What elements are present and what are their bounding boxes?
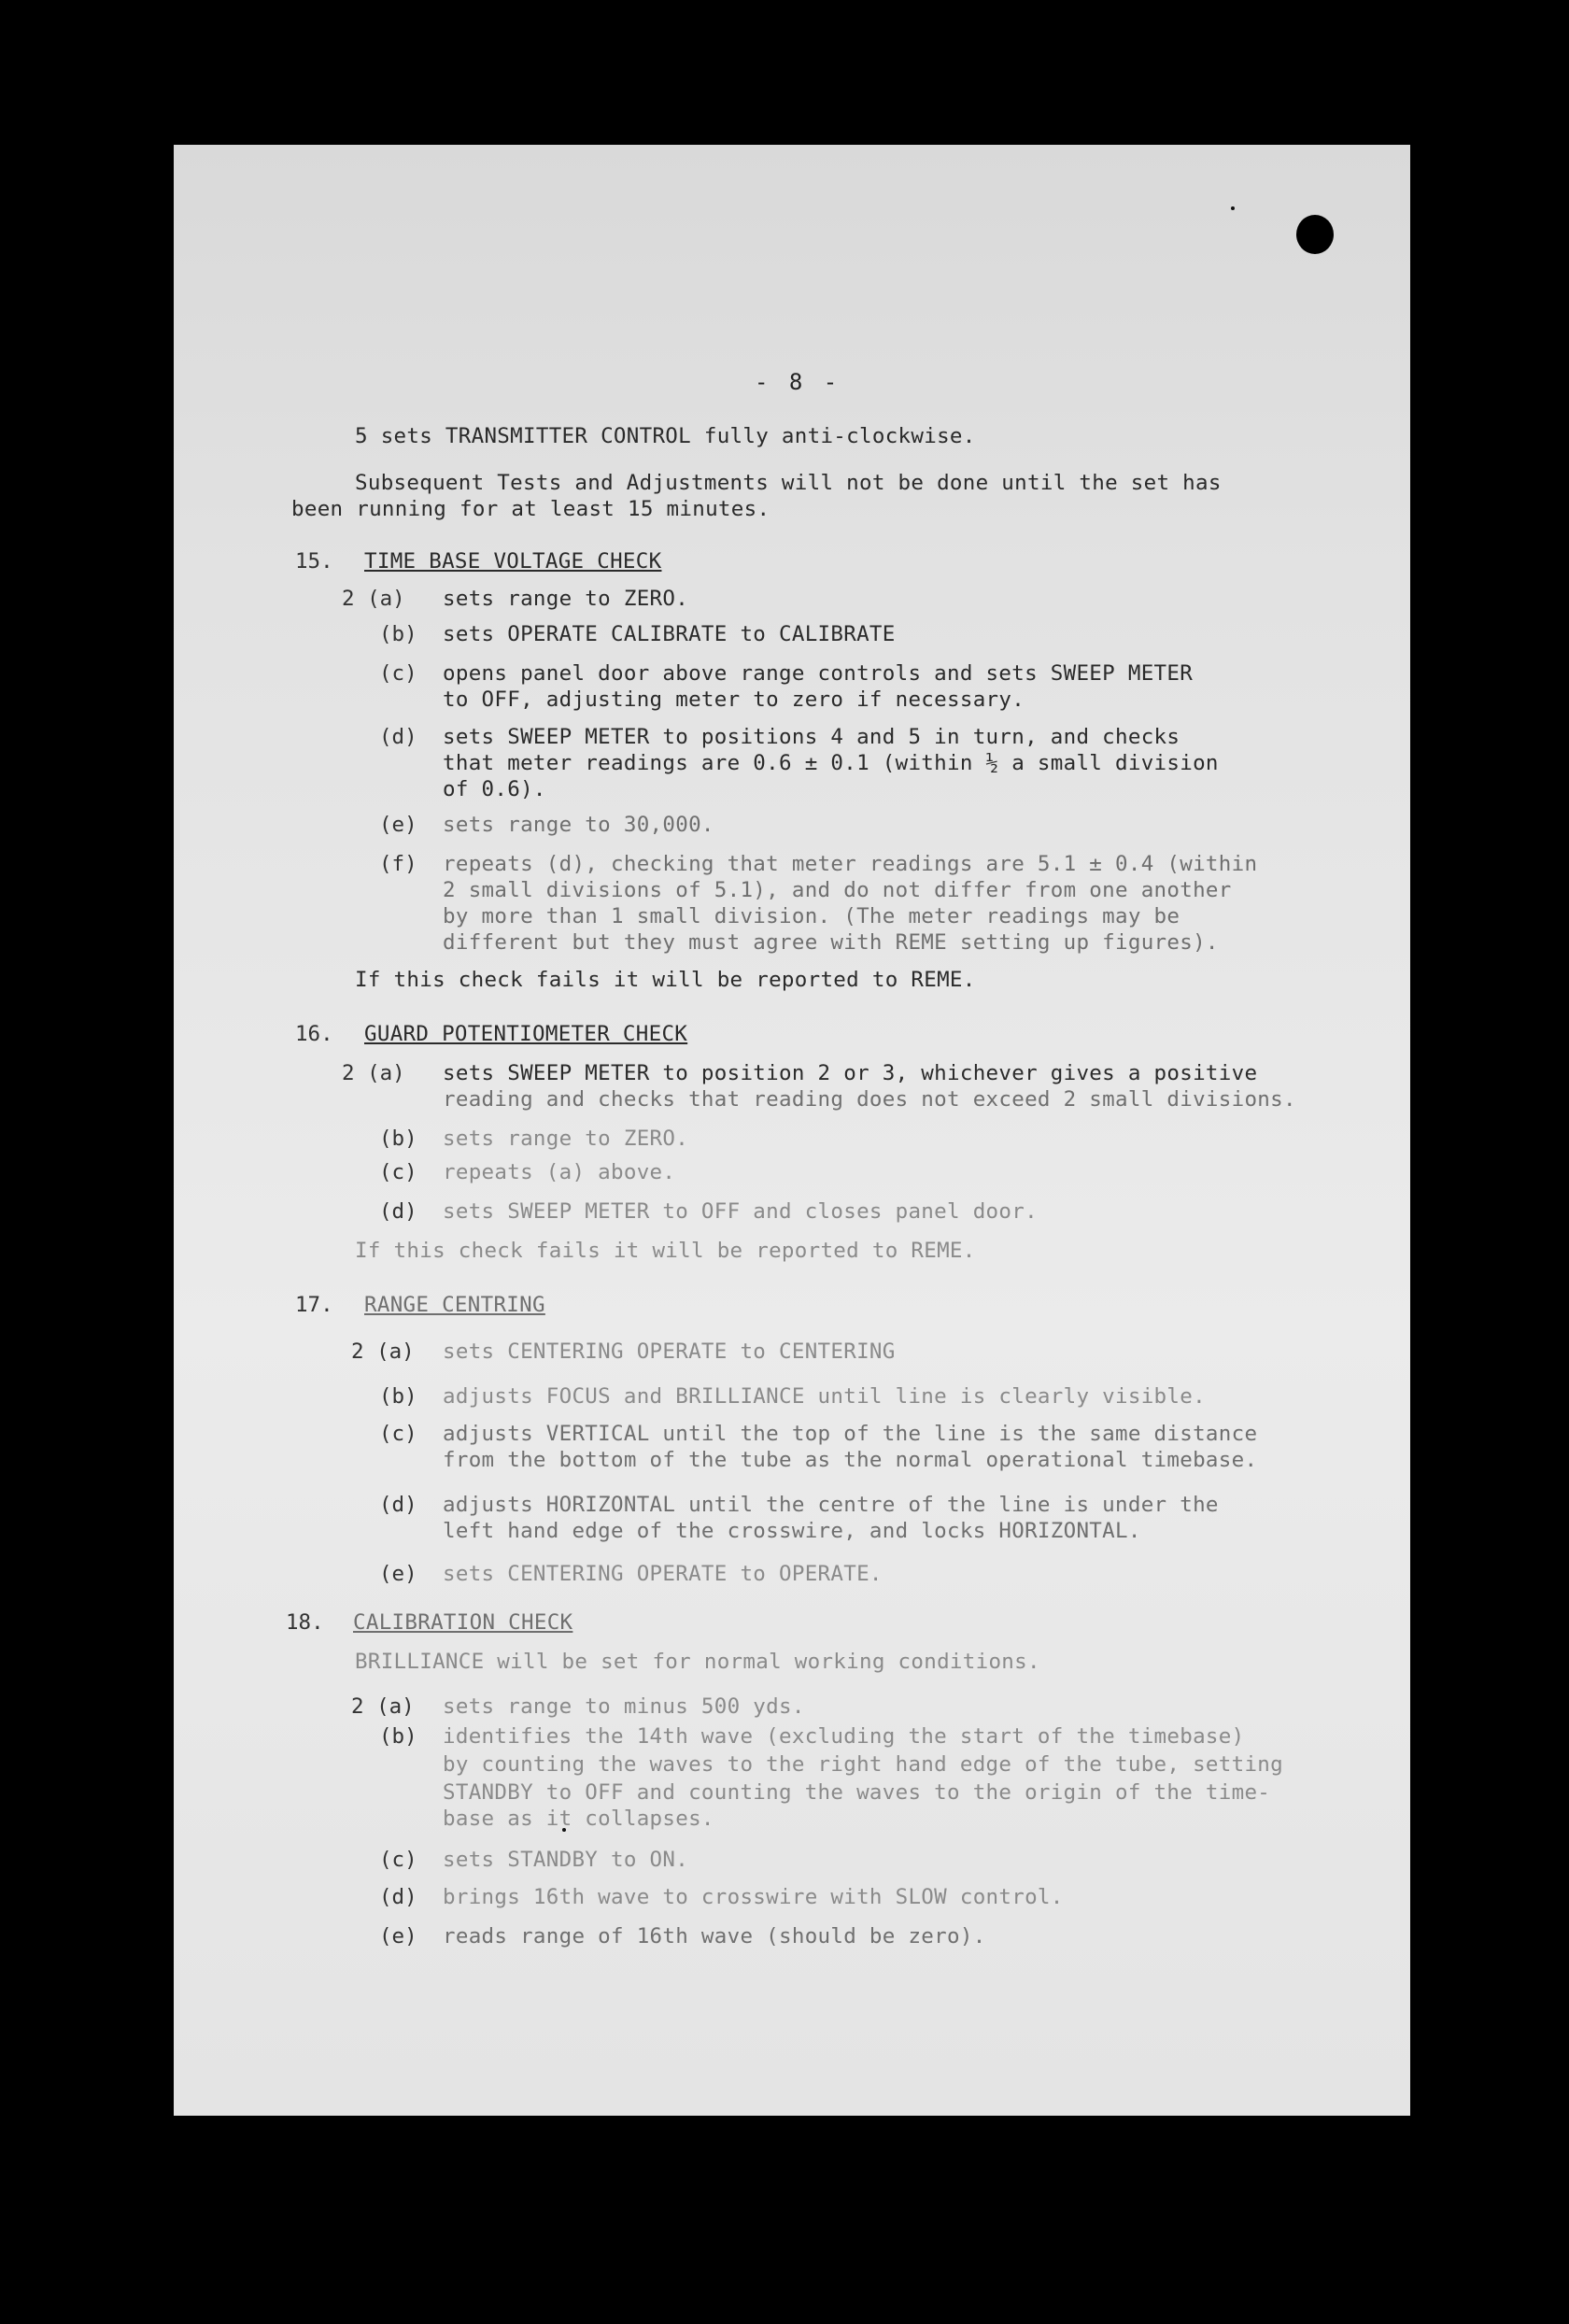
section-number: 15. <box>295 549 333 574</box>
item-label: (c) <box>379 1160 417 1184</box>
section-number: 16. <box>295 1022 333 1046</box>
intro-paragraph-line: been running for at least 15 minutes. <box>291 497 770 521</box>
item-label: (e) <box>379 813 417 837</box>
item-label: (d) <box>379 1493 417 1517</box>
item-label: 2 (a) <box>351 1339 415 1364</box>
item-text: by counting the waves to the right hand edge of the tube, setting <box>443 1752 1283 1777</box>
item-label: (d) <box>379 1885 417 1909</box>
item-label: 2 (a) <box>351 1694 415 1719</box>
item-text: 2 small divisions of 5.1), and do not differ from one another <box>443 878 1232 902</box>
item-text: different but they must agree with REME setting up figures). <box>443 930 1219 955</box>
item-text: reading and checks that reading does not exceed 2 small divisions. <box>443 1087 1296 1112</box>
item-text: STANDBY to OFF and counting the waves to the origin of the time- <box>443 1780 1271 1805</box>
item-text: sets range to ZERO. <box>443 1127 689 1151</box>
section-title: GUARD POTENTIOMETER CHECK <box>364 1022 688 1046</box>
item-text: by more than 1 small division. (The meter readings may be <box>443 904 1180 928</box>
item-text: that meter readings are 0.6 ± 0.1 (within ½ a small division <box>443 751 1219 775</box>
item-label: (e) <box>379 1562 417 1586</box>
item-text: identifies the 14th wave (excluding the start of the timebase) <box>443 1724 1245 1749</box>
item-text: base as it collapses. <box>443 1807 714 1831</box>
item-text: left hand edge of the crosswire, and locks HORIZONTAL. <box>443 1519 1141 1543</box>
item-text: reads range of 16th wave (should be zero). <box>443 1924 986 1948</box>
item-text: repeats (d), checking that meter readings are 5.1 ± 0.4 (within <box>443 852 1258 876</box>
item-label: 2 (a) <box>342 1061 405 1085</box>
item-text: sets range to 30,000. <box>443 813 714 837</box>
item-text: sets OPERATE CALIBRATE to CALIBRATE <box>443 622 896 646</box>
item-text: sets STANDBY to ON. <box>443 1848 689 1872</box>
section-number: 17. <box>295 1293 333 1317</box>
item-text: sets range to minus 500 yds. <box>443 1694 805 1719</box>
item-text: opens panel door above range controls and sets SWEEP METER <box>443 661 1194 686</box>
section-intro: BRILLIANCE will be set for normal working conditions. <box>355 1650 1040 1674</box>
item-label: 2 (a) <box>342 587 405 611</box>
item-text: of 0.6). <box>443 777 546 801</box>
item-text: sets SWEEP METER to positions 4 and 5 in turn, and checks <box>443 725 1180 749</box>
section-note: If this check fails it will be reported to REME. <box>355 1239 976 1263</box>
item-text: sets CENTERING OPERATE to CENTERING <box>443 1339 896 1364</box>
section-title: CALIBRATION CHECK <box>353 1610 573 1635</box>
section-note: If this check fails it will be reported to REME. <box>355 968 976 992</box>
item-label: (b) <box>379 1384 417 1409</box>
item-label: (c) <box>379 1422 417 1446</box>
item-text: sets range to ZERO. <box>443 587 689 611</box>
item-text: adjusts FOCUS and BRILLIANCE until line is clearly visible. <box>443 1384 1206 1409</box>
item-label: (d) <box>379 1199 417 1224</box>
page-number: - 8 - <box>755 369 841 395</box>
section-title: TIME BASE VOLTAGE CHECK <box>364 549 662 574</box>
item-text: sets SWEEP METER to OFF and closes panel door. <box>443 1199 1038 1224</box>
item-label: (c) <box>379 661 417 686</box>
item-label: (e) <box>379 1924 417 1948</box>
item-label: (b) <box>379 1724 417 1749</box>
intro-paragraph-line: Subsequent Tests and Adjustments will not be done until the set has <box>355 471 1222 495</box>
section-title: RANGE CENTRING <box>364 1293 545 1317</box>
item-text: adjusts HORIZONTAL until the centre of the line is under the <box>443 1493 1219 1517</box>
item-label: (c) <box>379 1848 417 1872</box>
item-text: brings 16th wave to crosswire with SLOW control. <box>443 1885 1064 1909</box>
item-text: repeats (a) above. <box>443 1160 676 1184</box>
item-label: (f) <box>379 852 417 876</box>
item-label: (d) <box>379 725 417 749</box>
item-text: sets SWEEP METER to position 2 or 3, whichever gives a positive <box>443 1061 1258 1085</box>
section-number: 18. <box>286 1610 324 1635</box>
item-text: sets CENTERING OPERATE to OPERATE. <box>443 1562 883 1586</box>
item-text: adjusts VERTICAL until the top of the line is the same distance <box>443 1422 1258 1446</box>
intro-line: 5 sets TRANSMITTER CONTROL fully anti-clockwise. <box>355 424 976 448</box>
item-label: (b) <box>379 1127 417 1151</box>
item-label: (b) <box>379 622 417 646</box>
item-text: to OFF, adjusting meter to zero if necessary. <box>443 687 1025 712</box>
item-text: from the bottom of the tube as the normal operational timebase. <box>443 1448 1258 1472</box>
